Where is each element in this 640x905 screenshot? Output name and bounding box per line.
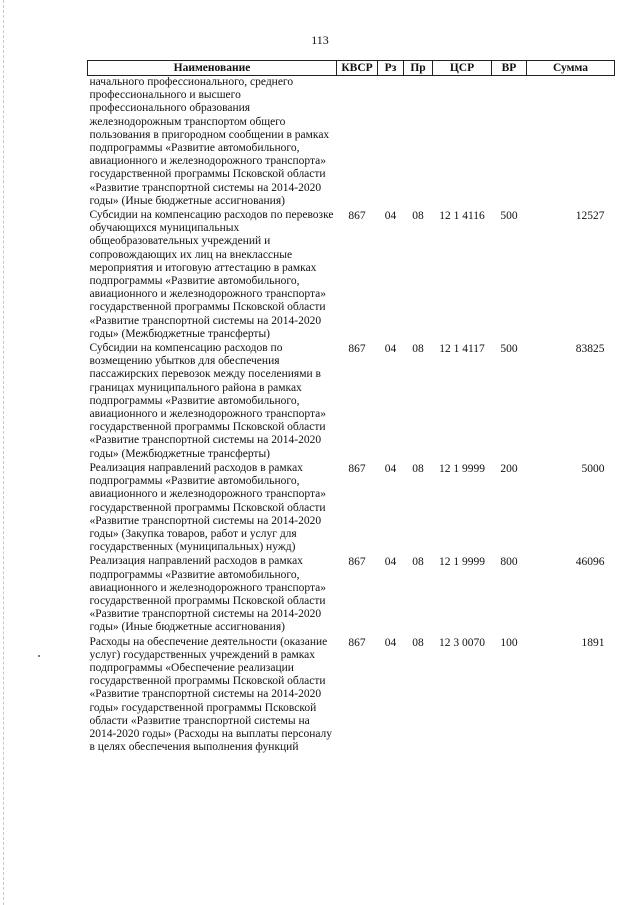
table-header-row [88,61,615,76]
row-pr: 08 [412,210,424,223]
row-kvsr: 867 [348,343,366,356]
row-sum: 12527 [575,210,605,223]
table-row [88,462,615,555]
row-rz: 04 [384,556,397,569]
header-vr: ВР [492,61,527,76]
header-pr: Пр [404,61,433,76]
row-rz: 04 [384,343,397,356]
row-csr: 12 1 4117 [439,343,485,356]
row-pr: 08 [412,462,424,475]
scan-speck [38,655,40,657]
row-pr: 08 [412,556,424,569]
table-row [88,555,615,635]
row-pr: 08 [412,343,424,356]
page-number: 113 [311,33,329,47]
header-sum: Сумма [527,61,615,76]
row-sum: 46096 [575,556,605,569]
row-sum: 1891 [581,636,605,649]
row-csr: 12 1 9999 [439,556,485,569]
row-vr: 500 [500,343,518,356]
row-name: Расходы на обеспечение деятельности (оказание услуг) государственных учреждений в рамках подпрограммы «Обеспечение реализации государственной программы Псковской области «Развитие транспортной системы на 2014-2020 годы» государственной программы Псковской области «Развитие транспортной системы на 2014-2020 годы» (Расходы на выплаты персоналу в целях обеспечения выполнения функций [89,635,333,754]
row-csr [433,76,492,210]
row-kvsr: 867 [348,556,366,569]
row-sum: 83825 [575,343,605,356]
row-csr: 12 1 4116 [439,210,485,223]
row-vr: 500 [500,210,518,223]
header-rz: Рз [378,61,404,76]
row-rz: 04 [384,210,397,223]
row-kvsr: 867 [348,636,366,649]
row-vr: 100 [500,636,518,649]
row-vr: 800 [500,556,518,569]
row-vr [492,76,527,210]
header-kvsr: КВСР [337,61,378,76]
row-csr: 12 1 9999 [439,462,485,475]
row-name: начального профессионального, среднего профессионального и высшего профессионального образования железнодорожным транспортом общего пользования в пригородном сообщении в рамках подпрограммы «Развитие автомобильного, авиационного и железнодорожного транспорта» государственной программы Псковской области «Развитие транспортной системы на 2014-2020 годы» (Иные бюджетные ассигнования) [89,76,330,207]
row-csr: 12 3 0070 [439,636,485,649]
row-sum: 5000 [581,462,605,475]
row-kvsr [337,76,378,210]
row-vr: 200 [500,462,518,475]
table-row [88,76,615,210]
row-name: Субсидии на компенсацию расходов по перевозке обучающихся муниципальных общеобразовательных учреждений и сопровождающих их лиц на внеклассные мероприятия и итоговую аттестацию в рамках подпрограммы «Развитие автомобильного, авиационного и железнодорожного транспорта» государственной программы Псковской области «Развитие транспортной системы на 2014-2020 годы» (Межбюджетные трансферты) [89,209,334,340]
row-rz: 04 [384,636,397,649]
row-pr: 08 [412,636,424,649]
header-name: Наименование [88,61,337,76]
row-name: Реализация направлений расходов в рамках подпрограммы «Развитие автомобильного, авиационного и железнодорожного транспорта» государственной программы Псковской области «Развитие транспортной системы на 2014-2020 годы» (Иные бюджетные ассигнования) [89,555,327,634]
table-row [88,209,615,342]
table-row [88,636,615,756]
row-kvsr: 867 [348,210,366,223]
row-sum [527,76,615,210]
row-rz: 04 [384,462,397,475]
row-rz [378,76,404,210]
page-edge [3,0,4,905]
row-name: Субсидии на компенсацию расходов по возмещению убытков для обеспечения пассажирских перевозок между поселениями в границах муниципального района в рамках подпрограммы «Развитие автомобильного, авиационного и железнодорожного транспорта» государственной программы Псковской области «Развитие транспортной системы на 2014-2020 годы» (Межбюджетные трансферты) [89,342,327,460]
row-kvsr: 867 [348,462,366,475]
table-row [88,342,615,462]
row-name: Реализация направлений расходов в рамках подпрограммы «Развитие автомобильного, авиационного и железнодорожного транспорта» государственной программы Псковской области «Развитие транспортной системы на 2014-2020 годы» (Закупка товаров, работ и услуг для государственных (муниципальных) нужд) [89,461,327,554]
budget-table [87,60,615,755]
header-csr: ЦСР [433,61,492,76]
row-pr [404,76,433,210]
